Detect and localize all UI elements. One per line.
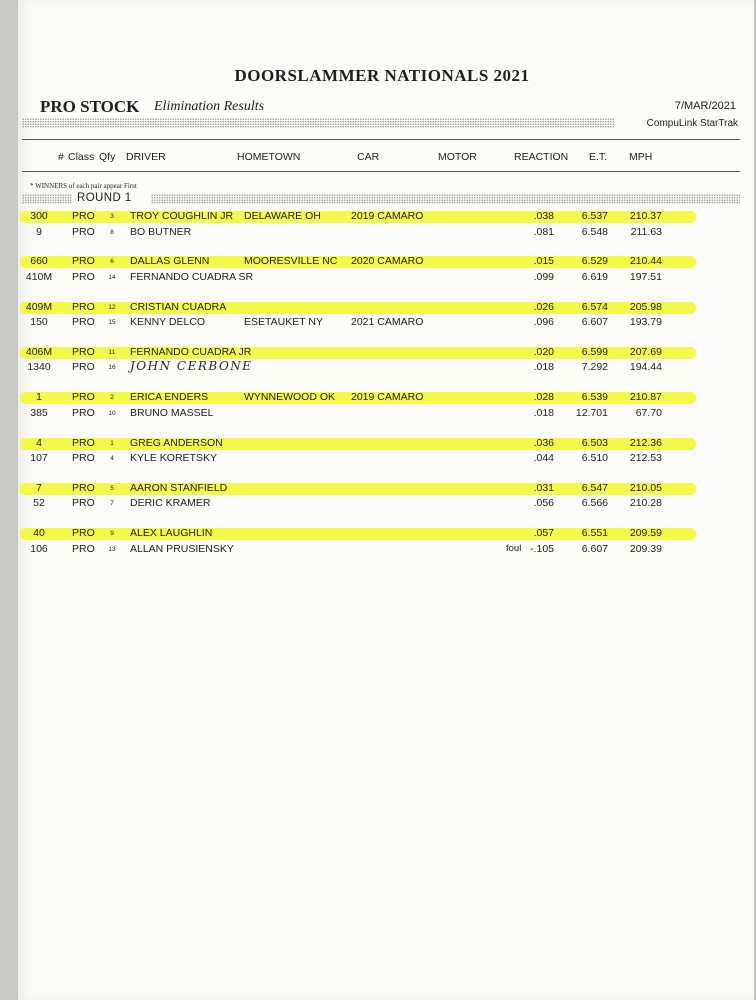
reaction-time: .096 [533, 316, 554, 329]
divider-line [22, 139, 740, 140]
speed-mph: 212.53 [629, 452, 662, 464]
timing-system: CompuLink StarTrak [646, 118, 738, 129]
winner-row [18, 391, 746, 405]
round-label: ROUND 1 [74, 192, 135, 204]
reaction-time: .018 [533, 361, 554, 374]
class-cell: PRO [72, 527, 95, 540]
qualifying-position: 3 [110, 213, 114, 220]
class-cell: PRO [72, 497, 95, 510]
elapsed-time: 6.607 [581, 542, 608, 555]
driver-name: BRUNO MASSEL [130, 406, 214, 419]
car-number: 4 [36, 436, 42, 449]
qualifying-position: 2 [110, 394, 114, 402]
winner-row [18, 482, 746, 496]
hometown-cell: MOORESVILLE NC [244, 255, 338, 268]
car-number: 410M [25, 270, 53, 283]
class-cell: PRO [72, 542, 95, 555]
qualifying-position: 14 [108, 273, 116, 281]
col-header-et: E.T. [589, 151, 608, 163]
dotted-rule [22, 118, 614, 128]
winner-row [18, 346, 746, 360]
class-cell: PRO [72, 406, 95, 419]
divider-line [22, 171, 740, 172]
driver-name: KENNY DELCO [130, 316, 206, 329]
loser-row [18, 497, 746, 511]
qualifying-position: 4 [110, 455, 114, 462]
elapsed-time: 6.574 [581, 300, 608, 313]
elapsed-time: 6.548 [581, 225, 608, 238]
col-header-car: CAR [357, 151, 380, 163]
speed-mph: 205.98 [629, 300, 662, 313]
elapsed-time: 6.539 [581, 391, 608, 404]
hometown-cell: WYNNEWOOD OK [244, 391, 335, 404]
reaction-time: .056 [533, 497, 554, 510]
reaction-time: .044 [533, 452, 554, 464]
dotted-rule [151, 194, 740, 204]
car-number: 7 [36, 481, 42, 494]
speed-mph: 210.44 [629, 255, 662, 268]
col-header-reaction: REACTION [514, 151, 569, 163]
qualifying-position: 6 [110, 258, 114, 266]
qualifying-position: 10 [108, 409, 116, 417]
col-header-num: # [58, 151, 64, 163]
class-cell: PRO [72, 270, 95, 283]
col-header-driver: DRIVER [126, 151, 166, 163]
event-date: 7/MAR/2021 [674, 100, 736, 112]
speed-mph: 209.59 [629, 527, 662, 540]
reaction-time: .026 [533, 300, 554, 313]
reaction-time: .018 [533, 406, 554, 419]
car-number: 40 [33, 527, 45, 540]
reaction-time: .028 [533, 391, 554, 404]
speed-mph: 212.36 [629, 436, 662, 449]
class-cell: PRO [72, 452, 95, 464]
driver-name: JOHN CERBONE [130, 359, 253, 374]
class-cell: PRO [72, 225, 95, 238]
elapsed-time: 6.537 [581, 210, 608, 222]
car-number: 52 [33, 497, 45, 510]
speed-mph: 210.37 [629, 210, 662, 222]
winner-row [18, 527, 746, 541]
elapsed-time: 6.510 [581, 452, 608, 464]
elapsed-time: 6.599 [581, 345, 608, 358]
qualifying-position: 5 [110, 484, 114, 492]
elapsed-time: 6.566 [581, 497, 608, 510]
reaction-time: .020 [533, 345, 554, 358]
driver-name: ALEX LAUGHLIN [130, 527, 213, 540]
car-cell: 2019 CAMARO [351, 391, 424, 404]
driver-name: GREG ANDERSON [130, 436, 223, 449]
hometown-cell: ESETAUKET NY [244, 316, 323, 329]
foul-flag: foul [506, 542, 522, 554]
class-cell: PRO [72, 361, 95, 374]
speed-mph: 210.87 [629, 391, 662, 404]
qualifying-position: 9 [110, 530, 114, 538]
speed-mph: 207.69 [629, 345, 662, 358]
class-cell: PRO [72, 481, 95, 494]
speed-mph: 197.51 [629, 270, 662, 283]
qualifying-position: 15 [108, 319, 116, 327]
reaction-time: .031 [533, 481, 554, 494]
elapsed-time: 6.551 [581, 527, 608, 540]
dotted-rule [22, 194, 72, 204]
qualifying-position: 13 [108, 545, 116, 553]
qualifying-position: 16 [108, 364, 116, 372]
class-title: PRO STOCK [40, 97, 140, 116]
elapsed-time: 7.292 [581, 361, 608, 374]
car-number: 300 [30, 210, 48, 222]
reaction-time: .038 [533, 210, 554, 222]
loser-row [18, 316, 746, 330]
class-cell: PRO [72, 391, 95, 404]
qualifying-position: 11 [108, 348, 116, 356]
speed-mph: 67.70 [635, 406, 662, 419]
reaction-time: -.105 [530, 542, 554, 555]
elapsed-time: 6.619 [581, 270, 608, 283]
class-cell: PRO [72, 316, 95, 329]
car-number: 660 [30, 255, 48, 268]
driver-name: DALLAS GLENN [130, 255, 210, 268]
class-cell: PRO [72, 300, 95, 313]
class-cell: PRO [72, 255, 95, 268]
winner-row [18, 301, 746, 315]
col-header-mph: MPH [629, 151, 653, 163]
col-header-hometown: HOMETOWN [237, 151, 301, 163]
reaction-time: .081 [533, 225, 554, 238]
driver-name: BO BUTNER [130, 225, 192, 238]
qualifying-position: 7 [110, 500, 114, 508]
class-cell: PRO [72, 436, 95, 449]
speed-mph: 211.63 [630, 225, 662, 238]
hometown-cell: DELAWARE OH [244, 210, 321, 222]
col-header-qfy: Qfy [99, 151, 116, 163]
reaction-time: .015 [533, 255, 554, 268]
col-header-class: Class [68, 151, 95, 163]
speed-mph: 209.39 [629, 542, 662, 555]
car-number: 106 [30, 542, 48, 555]
results-sheet [18, 0, 754, 1000]
driver-name: DERIC KRAMER [130, 497, 211, 510]
car-number: 1 [36, 391, 42, 404]
car-cell: 2021 CAMARO [351, 316, 424, 329]
car-number: 150 [30, 316, 48, 329]
winner-row [18, 210, 746, 224]
driver-name: ERICA ENDERS [130, 391, 209, 404]
car-number: 1340 [27, 361, 51, 374]
car-cell: 2020 CAMARO [351, 255, 424, 268]
car-number: 406M [25, 345, 53, 358]
winner-row [18, 255, 746, 269]
driver-name: KYLE KORETSKY [130, 452, 217, 464]
reaction-time: .036 [533, 436, 554, 449]
car-number: 107 [30, 452, 48, 464]
driver-name: CRISTIAN CUADRA [130, 300, 227, 313]
winner-row [18, 437, 746, 451]
col-header-motor: MOTOR [438, 151, 477, 163]
loser-row [18, 361, 746, 375]
elapsed-time: 6.607 [581, 316, 608, 329]
speed-mph: 210.28 [629, 497, 662, 510]
elapsed-time: 6.529 [581, 255, 608, 268]
car-number: 385 [30, 406, 48, 419]
elapsed-time: 6.547 [581, 481, 608, 494]
loser-row [18, 226, 746, 240]
car-number: 9 [36, 225, 42, 238]
reaction-time: .057 [533, 527, 554, 540]
qualifying-position: 12 [108, 303, 116, 311]
qualifying-position: 1 [110, 439, 114, 447]
speed-mph: 194.44 [629, 361, 662, 374]
loser-row [18, 271, 746, 285]
driver-name: FERNANDO CUADRA JR [130, 345, 252, 358]
loser-row [18, 407, 746, 421]
driver-name: FERNANDO CUADRA SR [130, 270, 254, 283]
column-headers [18, 151, 746, 165]
event-title: DOORSLAMMER NATIONALS 2021 [234, 66, 530, 85]
elapsed-time: 6.503 [581, 436, 608, 449]
class-cell: PRO [72, 345, 95, 358]
speed-mph: 193.79 [629, 316, 662, 329]
car-cell: 2019 CAMARO [351, 210, 424, 222]
driver-name: ALLAN PRUSIENSKY [130, 542, 234, 555]
class-cell: PRO [72, 210, 95, 222]
winners-note: * WINNERS of each pair appear First [30, 182, 137, 190]
driver-name: TROY COUGHLIN JR [130, 210, 234, 222]
elapsed-time: 12.701 [575, 406, 608, 419]
loser-row [18, 543, 746, 557]
results-subtitle: Elimination Results [154, 99, 265, 114]
qualifying-position: 8 [110, 228, 114, 236]
driver-name: AARON STANFIELD [130, 481, 228, 494]
car-number: 409M [25, 300, 53, 313]
loser-row [18, 452, 746, 466]
sheet-content [18, 0, 746, 1000]
reaction-time: .099 [533, 270, 554, 283]
speed-mph: 210.05 [629, 481, 662, 494]
